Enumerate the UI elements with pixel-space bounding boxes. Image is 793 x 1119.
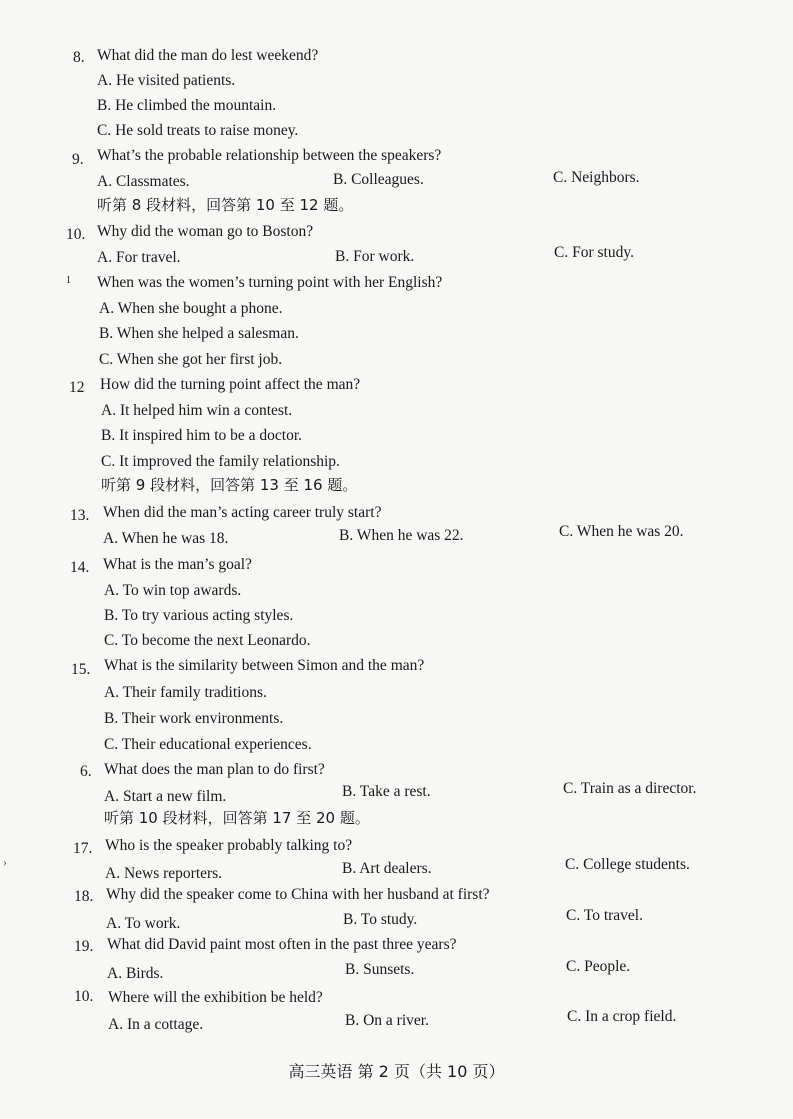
question-stem: When did the man’s acting career truly start? xyxy=(103,504,382,521)
question-number: 17. xyxy=(73,840,93,857)
option-c: C. People. xyxy=(566,958,631,975)
option-c: C. When he was 20. xyxy=(559,523,684,540)
question-number: 6. xyxy=(80,763,92,780)
question-stem: When was the women’s turning point with her English? xyxy=(97,274,443,291)
question-stem: Who is the speaker probably talking to? xyxy=(105,837,353,854)
option-a: A. Birds. xyxy=(107,965,164,982)
option-a: A. In a cottage. xyxy=(108,1016,204,1033)
question-stem: What did David paint most often in the past three years? xyxy=(107,936,457,953)
option-c: C. Train as a director. xyxy=(563,780,697,797)
option-a: A. To work. xyxy=(106,915,181,932)
option-a: A. For travel. xyxy=(97,249,181,266)
option-b: B. It inspired him to be a doctor. xyxy=(101,427,303,444)
option-c: C. College students. xyxy=(565,856,690,873)
option-c: C. He sold treats to raise money. xyxy=(97,122,299,139)
option-b: B. He climbed the mountain. xyxy=(97,97,277,114)
question-stem: How did the turning point affect the man? xyxy=(100,376,361,393)
option-b: B. For work. xyxy=(335,248,415,265)
section-heading: 听第 8 段材料，回答第 10 至 12 题。 xyxy=(97,196,354,214)
question-number: 19. xyxy=(74,938,94,955)
question-stem: What is the man’s goal? xyxy=(103,556,252,573)
option-c: C. For study. xyxy=(554,244,634,261)
option-c: C. In a crop field. xyxy=(567,1008,677,1025)
question-stem: Why did the speaker come to China with her husband at first? xyxy=(106,886,490,903)
option-c: C. When she got her first job. xyxy=(99,351,283,368)
option-b: B. To try various acting styles. xyxy=(104,607,294,624)
section-heading: 听第 10 段材料，回答第 17 至 20 题。 xyxy=(104,809,370,827)
option-a: A. He visited patients. xyxy=(97,72,236,89)
question-number: 14. xyxy=(70,559,90,576)
option-a: A. Start a new film. xyxy=(104,788,227,805)
option-b: B. When he was 22. xyxy=(339,527,464,544)
option-b: B. To study. xyxy=(343,911,418,928)
option-b: B. Art dealers. xyxy=(342,860,432,877)
question-number: 10. xyxy=(74,988,94,1005)
option-a: A. When she bought a phone. xyxy=(99,300,283,317)
option-a: A. When he was 18. xyxy=(103,530,229,547)
question-number: 13. xyxy=(70,507,90,524)
question-stem: Why did the woman go to Boston? xyxy=(97,223,314,240)
question-number: 9. xyxy=(72,151,84,168)
option-b: B. When she helped a salesman. xyxy=(99,325,299,342)
option-c: C. To travel. xyxy=(566,907,643,924)
option-b: B. Colleagues. xyxy=(333,171,424,188)
question-number: 18. xyxy=(74,888,94,905)
question-stem: What does the man plan to do first? xyxy=(104,761,325,778)
question-stem: What is the similarity between Simon and the man? xyxy=(104,657,425,674)
question-stem: What did the man do lest weekend? xyxy=(97,47,319,64)
question-number: 1 xyxy=(66,275,71,286)
option-c: C. To become the next Leonardo. xyxy=(104,632,311,649)
option-b: B. Take a rest. xyxy=(342,783,431,800)
option-c: C. Neighbors. xyxy=(553,169,640,186)
option-c: C. Their educational experiences. xyxy=(104,736,312,753)
question-number: 12 xyxy=(69,379,85,396)
option-b: B. On a river. xyxy=(345,1012,429,1029)
section-heading: 听第 9 段材料，回答第 13 至 16 题。 xyxy=(101,476,358,494)
question-stem: What’s the probable relationship between the speakers? xyxy=(97,147,442,164)
option-b: B. Sunsets. xyxy=(345,961,415,978)
question-number: 8. xyxy=(73,49,85,66)
option-a: A. Their family traditions. xyxy=(104,684,267,701)
option-a: A. To win top awards. xyxy=(104,582,242,599)
option-b: B. Their work environments. xyxy=(104,710,284,727)
option-c: C. It improved the family relationship. xyxy=(101,453,340,470)
question-number: 10. xyxy=(66,226,86,243)
page-footer: 高三英语 第 2 页（共 10 页） xyxy=(288,1062,505,1081)
scan-mark: › xyxy=(3,855,7,869)
option-a: A. Classmates. xyxy=(97,173,190,190)
question-stem: Where will the exhibition be held? xyxy=(108,989,323,1006)
option-a: A. News reporters. xyxy=(105,865,223,882)
question-number: 15. xyxy=(71,661,91,678)
option-a: A. It helped him win a contest. xyxy=(101,402,293,419)
